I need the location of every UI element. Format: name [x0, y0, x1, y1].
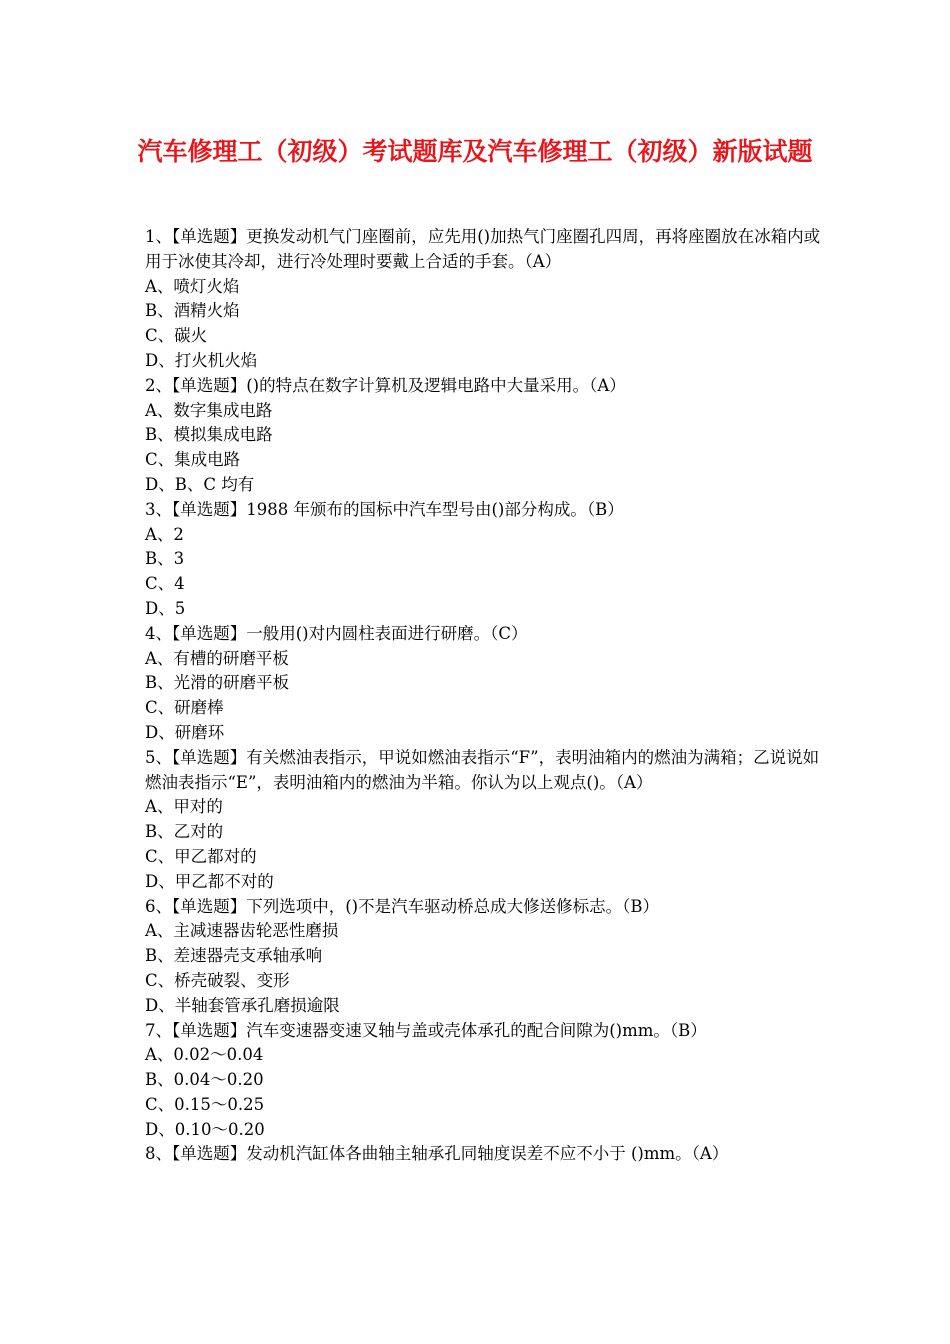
- option-a: A、数字集成电路: [145, 400, 273, 420]
- question-item: [145, 622, 825, 746]
- option-c: C、甲乙都对的: [145, 846, 257, 866]
- option-b: B、光滑的研磨平板: [145, 673, 290, 693]
- option-b: B、3: [145, 549, 185, 569]
- document-title: 汽车修理工（初级）考试题库及汽车修理工（初级）新版试题: [137, 137, 813, 166]
- option-b: B、乙对的: [145, 822, 224, 842]
- option-b: B、模拟集成电路: [145, 425, 273, 445]
- question-item: [145, 746, 825, 895]
- option-d: D、B、C 均有: [145, 474, 255, 494]
- question-text: 7、【单选题】汽车变速器变速叉轴与盖或壳体承孔的配合间隙为()mm。（B）: [145, 1020, 707, 1040]
- question-text: 6、【单选题】下列选项中，()不是汽车驱动桥总成大修送修标志。（B）: [145, 896, 659, 916]
- option-d: D、0.10～0.20: [145, 1119, 265, 1139]
- question-text: 2、【单选题】()的特点在数字计算机及逻辑电路中大量采用。（A）: [145, 375, 626, 395]
- question-item: [145, 225, 825, 374]
- option-d: D、打火机火焰: [145, 350, 258, 370]
- option-a: A、2: [145, 524, 184, 544]
- option-d: D、半轴套管承孔磨损逾限: [145, 995, 340, 1015]
- question-text: 1、【单选题】更换发动机气门座圈前，应先用()加热气门座圈孔四周，再将座圈放在冰箱内或用于冰使其冷却，进行冷处理时要戴上合适的手套。（A）: [145, 227, 821, 271]
- option-a: A、喷灯火焰: [145, 276, 240, 296]
- option-c: C、4: [145, 574, 185, 594]
- question-item: [145, 895, 825, 1019]
- option-a: A、0.02～0.04: [145, 1045, 264, 1065]
- option-b: B、0.04～0.20: [145, 1070, 264, 1090]
- question-text: 5、【单选题】有关燃油表指示，甲说如燃油表指示“F”，表明油箱内的燃油为满箱；乙说说如燃油表指示“E”，表明油箱内的燃油为半箱。你认为以上观点()。（A）: [145, 747, 820, 792]
- option-d: D、5: [145, 598, 186, 618]
- option-c: C、集成电路: [145, 450, 241, 470]
- option-c: C、桥壳破裂、变形: [145, 970, 290, 990]
- question-item: [145, 1019, 825, 1143]
- option-b: B、酒精火焰: [145, 301, 240, 321]
- option-d: D、甲乙都不对的: [145, 871, 274, 891]
- option-a: A、有槽的研磨平板: [145, 648, 289, 668]
- question-text: 8、【单选题】发动机汽缸体各曲轴主轴承孔同轴度误差不应不小于 ()mm。（A）: [145, 1144, 729, 1164]
- question-item: [145, 498, 825, 622]
- question-item: [145, 374, 825, 498]
- option-a: A、主减速器齿轮恶性磨损: [145, 921, 339, 941]
- question-list: [145, 225, 825, 1167]
- option-c: C、碳火: [145, 326, 208, 346]
- option-b: B、差速器壳支承轴承响: [145, 946, 323, 966]
- question-item: [145, 1142, 825, 1167]
- option-d: D、研磨环: [145, 722, 225, 742]
- question-text: 3、【单选题】1988 年颁布的国标中汽车型号由()部分构成。（B）: [145, 499, 624, 519]
- question-text: 4、【单选题】一般用()对内圆柱表面进行研磨。（C）: [145, 623, 528, 643]
- option-c: C、0.15～0.25: [145, 1094, 265, 1114]
- option-c: C、研磨棒: [145, 698, 224, 718]
- option-a: A、甲对的: [145, 797, 223, 817]
